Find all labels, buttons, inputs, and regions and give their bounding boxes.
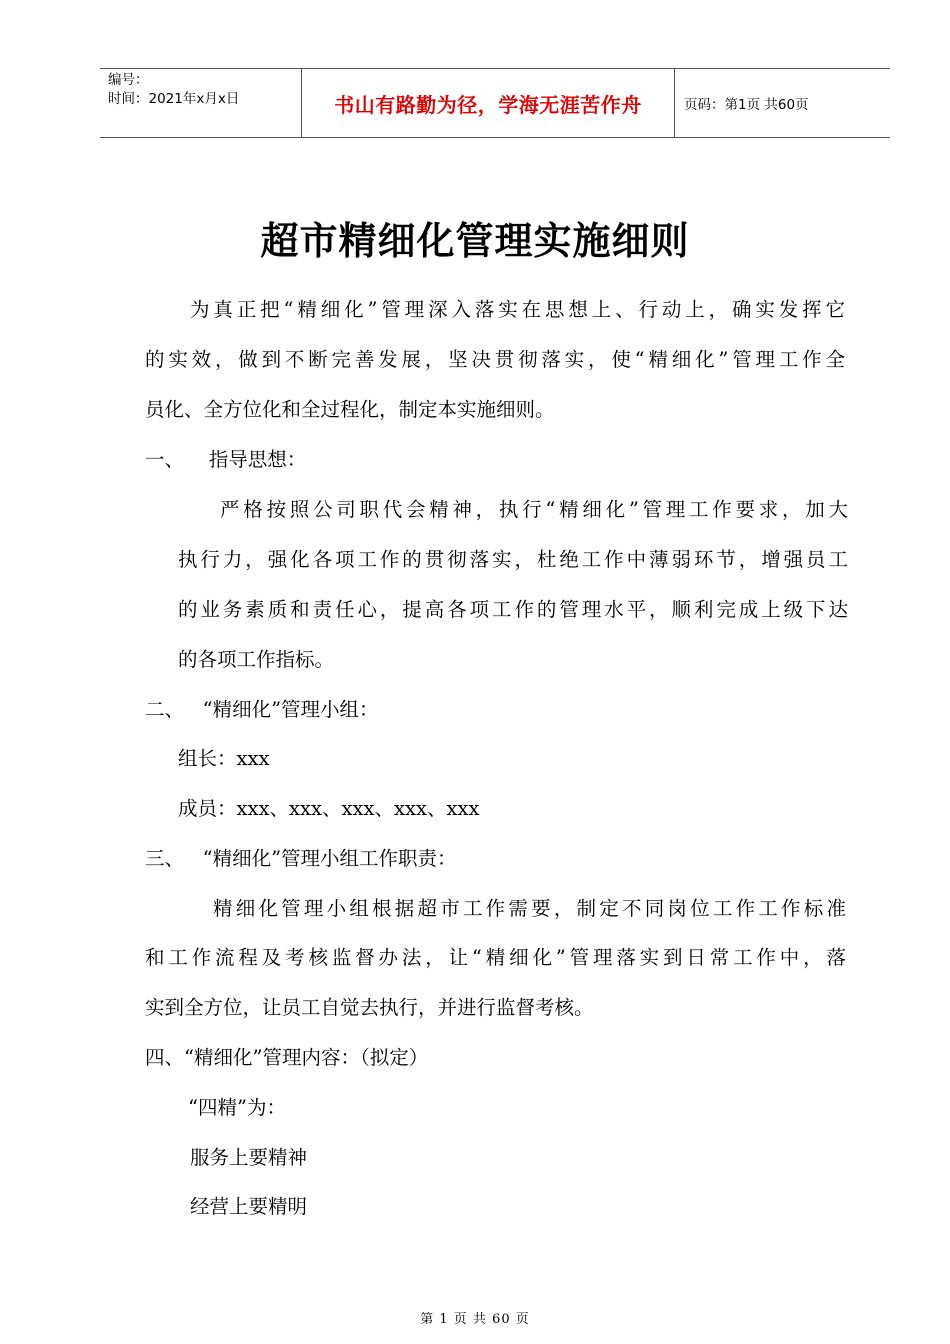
intro-line-3: 员化、全方位化和全过程化，制定本实施细则。 bbox=[145, 398, 555, 421]
header-motto: 书山有路勤为径，学海无涯苦作舟 bbox=[334, 92, 642, 117]
section-4-heading: 四、“精细化”管理内容：（拟定） bbox=[145, 1046, 429, 1069]
section-2-members: 成员：xxx、xxx、xxx、xxx、xxx bbox=[178, 797, 480, 820]
header-time-label: 时间：2021年x月x日 bbox=[108, 91, 240, 107]
section-1-line-2: 执行力，强化各项工作的贯彻落实，杜绝工作中薄弱环节，增强员工 bbox=[178, 548, 848, 571]
intro-line-2: 的实效，做到不断完善发展，坚决贯彻落实，使“精细化”管理工作全 bbox=[145, 348, 845, 371]
intro-line-1: 为真正把“精细化”管理深入落实在思想上、行动上，确实发挥它 bbox=[190, 298, 845, 321]
page-footer: 第 1 页 共 60 页 bbox=[420, 1312, 530, 1327]
section-1-line-3: 的业务素质和责任心，提高各项工作的管理水平，顺利完成上级下达 bbox=[178, 598, 848, 621]
section-2-heading: 二、 “精细化”管理小组： bbox=[145, 698, 379, 721]
document-title: 超市精细化管理实施细则 bbox=[260, 218, 690, 263]
section-4-subheading: “四精”为： bbox=[188, 1096, 286, 1119]
section-2-leader: 组长：xxx bbox=[178, 747, 270, 770]
header-info-cell bbox=[100, 69, 302, 137]
section-3-heading: 三、 “精细化”管理小组工作职责： bbox=[145, 847, 457, 870]
section-1-heading: 一、 指导思想： bbox=[145, 448, 307, 471]
section-3-line-2: 和工作流程及考核监督办法，让“精细化”管理落实到日常工作中，落 bbox=[145, 946, 846, 969]
section-1-line-1: 严格按照公司职代会精神，执行“精细化”管理工作要求，加大 bbox=[220, 498, 848, 521]
header-table bbox=[100, 68, 890, 138]
section-4-item-1: 服务上要精神 bbox=[190, 1146, 308, 1169]
section-4-item-2: 经营上要精明 bbox=[190, 1195, 308, 1218]
section-1-line-4: 的各项工作指标。 bbox=[178, 648, 335, 671]
header-number-label: 编号： bbox=[108, 72, 149, 88]
section-3-line-3: 实到全方位，让员工自觉去执行，并进行监督考核。 bbox=[145, 996, 594, 1019]
header-page-label: 页码：第1页 共60页 bbox=[684, 97, 809, 113]
header-page-cell bbox=[675, 69, 890, 137]
header-motto-cell bbox=[302, 69, 675, 137]
section-3-line-1: 精细化管理小组根据超市工作需要，制定不同岗位工作工作标准 bbox=[213, 897, 846, 920]
